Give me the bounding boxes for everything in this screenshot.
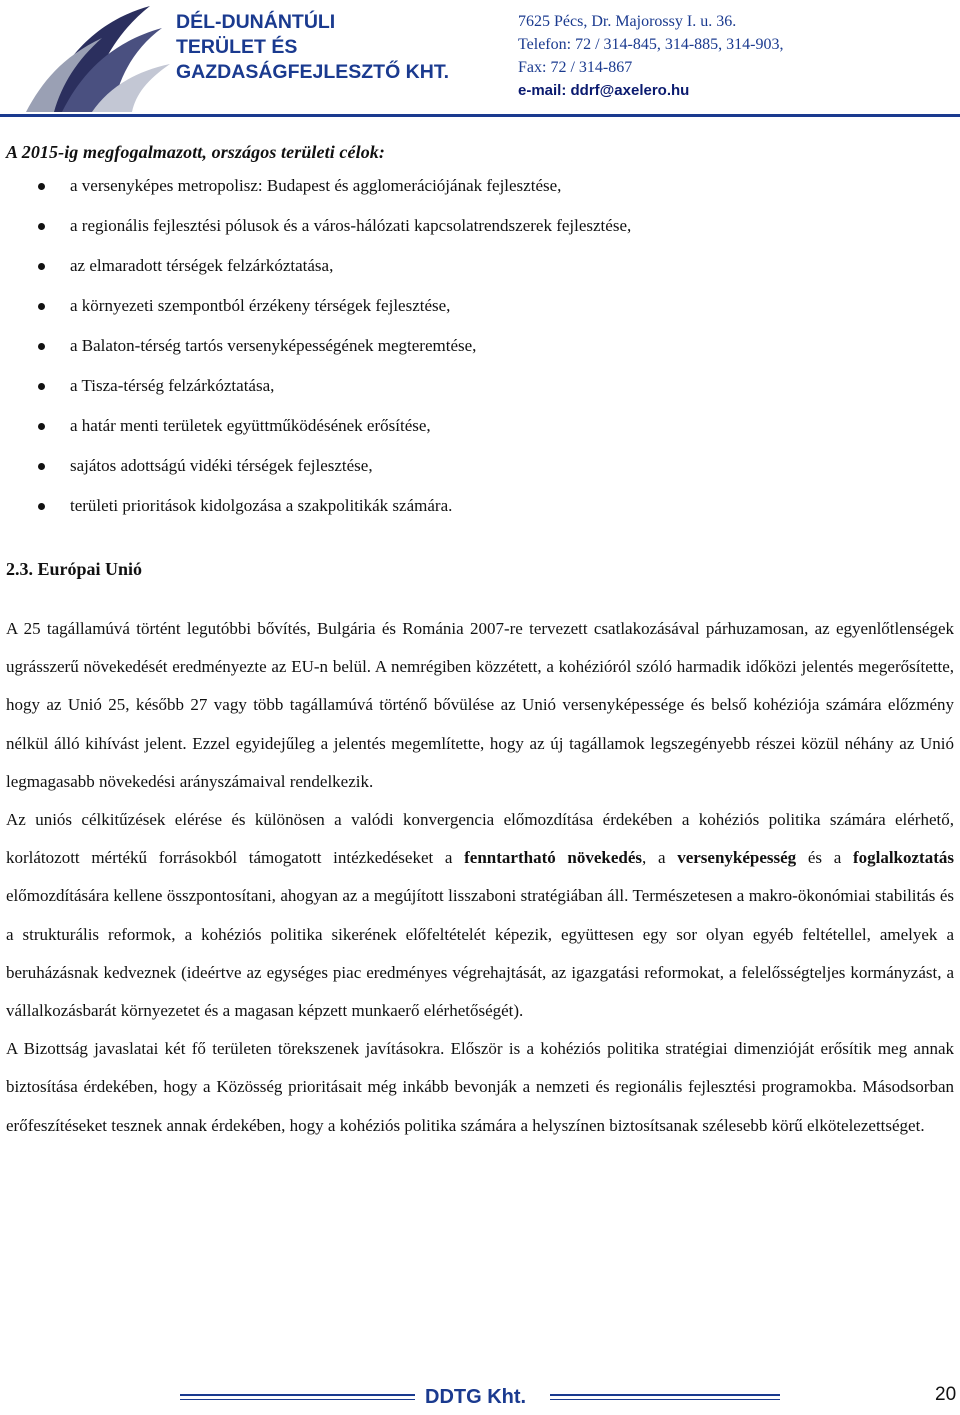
paragraph-1: A 25 tagállamúvá történt legutóbbi bővítés, Bulgária és Románia 2007-re tervezett csatlakozásával párhuzamosan, az egyenlőtlenségek ugrásszerű növekedését eredményezte az EU-n belül. A nemrégiben közzétett, a kohézióról szóló harmadik időközi jelentés megerősítette, hogy az Unió 25, később 27 vagy több tagállamúvá történő bővülése az Unió versenyképessége és belső kohéziója számára előzmény nélkül álló kihívást jelent. Ezzel egyidejűleg a jelentés megemlítette, hogy az új tagállamok legszegényebb részei közül néhány az Unió legmagasabb növekedési arányszámaival rendelkezik. (6, 619, 954, 791)
organization-logo (22, 2, 172, 114)
org-name-line-1: DÉL-DUNÁNTÚLI (176, 11, 336, 33)
header-divider (0, 114, 960, 117)
bullet-icon (38, 343, 45, 350)
bullet-icon (38, 303, 45, 310)
list-item: a Tisza-térség felzárkóztatása, (6, 376, 960, 416)
list-item: a regionális fejlesztési pólusok és a város-hálózati kapcsolatrendszerek fejlesztése, (6, 216, 960, 256)
list-item: a környezeti szempontból érzékeny térségek fejlesztése, (6, 296, 960, 336)
phone: Telefon: 72 / 314-845, 314-885, 314-903, (518, 36, 784, 53)
org-name-line-2: TERÜLET ÉS (176, 36, 298, 58)
goals-heading: A 2015-ig megfogalmazott, országos területi célok: (6, 142, 385, 162)
bullet-icon (38, 423, 45, 430)
page-header (0, 0, 960, 118)
bullet-icon (38, 263, 45, 270)
organization-name (176, 10, 496, 85)
bullet-icon (38, 503, 45, 510)
bullet-icon (38, 223, 45, 230)
page-number: 20 (935, 1384, 957, 1405)
address: 7625 Pécs, Dr. Majorossy I. u. 36. (518, 13, 737, 30)
bullet-icon (38, 183, 45, 190)
goals-list (6, 176, 960, 536)
fax: Fax: 72 / 314-867 (518, 59, 633, 76)
contact-block (518, 10, 958, 102)
list-item: az elmaradott térségek felzárkóztatása, (6, 256, 960, 296)
list-item: sajátos adottságú vidéki térségek fejlesztése, (6, 456, 960, 496)
list-item: a versenyképes metropolisz: Budapest és agglomerációjának fejlesztése, (6, 176, 960, 216)
section-heading: 2.3. Európai Unió (6, 559, 143, 579)
list-item: a Balaton-térség tartós versenyképességének megteremtése, (6, 336, 960, 376)
bullet-icon (38, 463, 45, 470)
email: e-mail: ddrf@axelero.hu (518, 82, 690, 99)
bullet-icon (38, 383, 45, 390)
page-footer (0, 1380, 960, 1415)
footer-company-name: DDTG Kht. (425, 1386, 527, 1408)
org-name-line-3: GAZDASÁGFEJLESZTŐ KHT. (176, 61, 450, 83)
paragraph-3: A Bizottság javaslatai két fő területen törekszenek javításokra. Először is a kohéziós politika stratégiai dimenzióját erősítik meg annak biztosítása érdekében, hogy a Közösség prioritásait még inkább bevonják a nemzeti és regionális fejlesztési programokba. Másodsorban erőfeszítéseket tesznek annak érdekében, hogy a kohéziós politika számára a helyszínen biztosítsanak szélesebb körű elkötelezettséget. (6, 1039, 954, 1135)
page-content (6, 140, 960, 1145)
list-item: a határ menti területek együttműködésének erősítése, (6, 416, 960, 456)
paragraph-2: Az uniós célkitűzések elérése és különösen a valódi konvergencia előmozdítása érdekében a kohéziós politika számára elérhető, korlátozott mértékű forrásokból támogatott intézkedéseket a fenntartható növekedés, a versenyképesség és a foglalkoztatás előmozdítására kellene összpontosítani, ahogyan az a megújított lisszaboni stratégiában áll. Természetesen a makro-ökonómiai stabilitás és a strukturális reformok, a kohéziós politika sikerének előfeltételét képezik, együttesen egy sor olyan egyéb feltétellel, amelyek a beruházásnak kedveznek (ideértve az egységes piac eredményes végrehajtását, az igazgatási reformokat, a felelősségteljes kormányzást, a vállalkozásbarát környezetet és a magasan képzett munkaerő elérhetőségét). (6, 810, 954, 1021)
list-item: területi prioritások kidolgozása a szakpolitikák számára. (6, 496, 960, 536)
